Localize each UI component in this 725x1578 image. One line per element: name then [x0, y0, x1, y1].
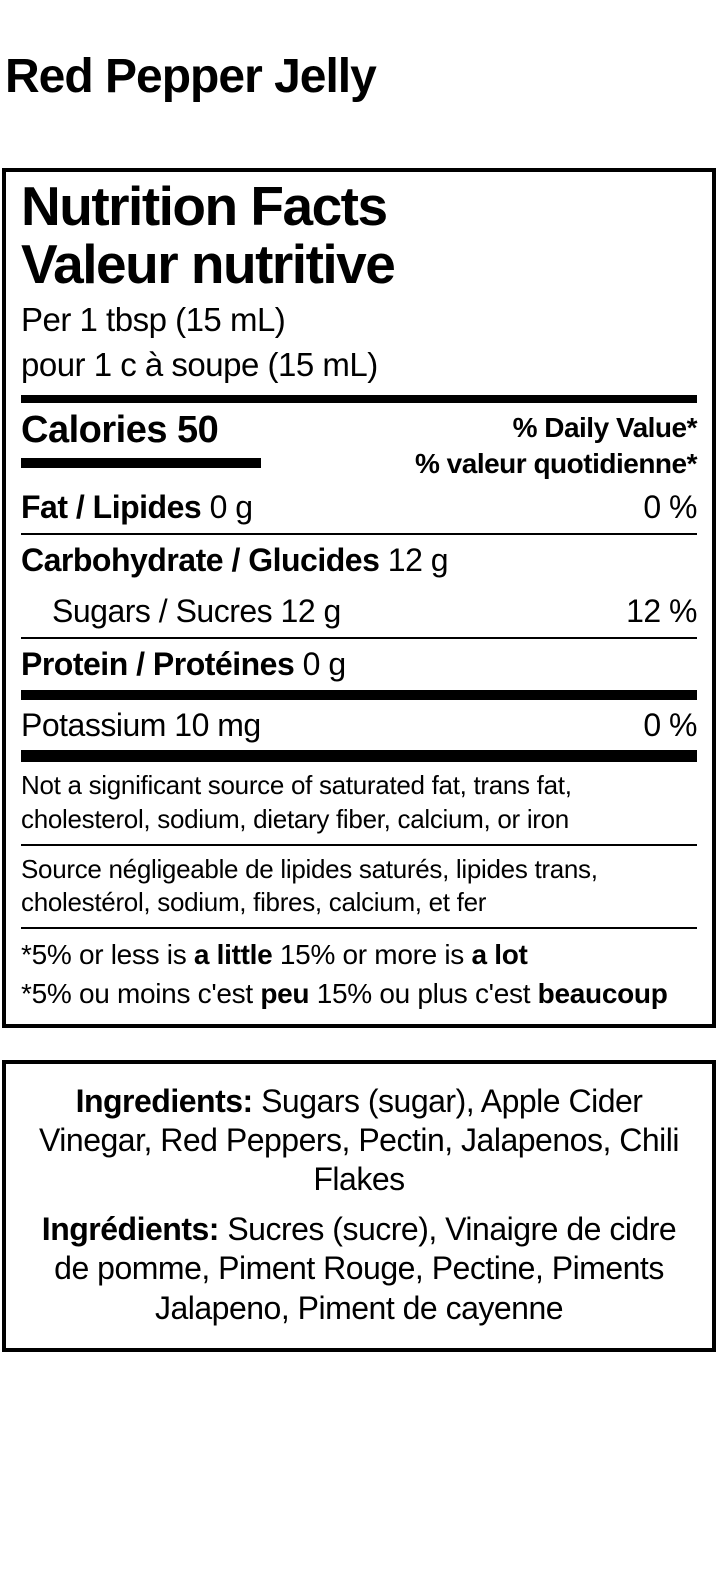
nutrient-label-sugars: Sugars / Sucres 12 g: [52, 593, 341, 630]
ingredients-label-fr: Ingrédients:: [41, 1210, 219, 1247]
nutrition-facts-title-en: Nutrition Facts: [21, 175, 387, 238]
serving-size-fr: pour 1 c à soupe (15 mL): [21, 345, 378, 383]
ingredients-en: [24, 1082, 694, 1200]
nutrient-label-protein: Protein / Protéines 0 g: [21, 645, 346, 682]
product-title: Red Pepper Jelly: [5, 50, 376, 103]
footnote-en: *5% or less is a little 15% or more is a lot: [21, 939, 528, 971]
not-significant-source-en: Not a significant source of saturated fat, trans fat, cholesterol, sodium, dietary fiber, calcium, or iron: [21, 770, 572, 834]
daily-value-header-fr: % valeur quotidienne*: [415, 448, 697, 480]
daily-value-header: [415, 410, 697, 483]
ingredients-text-en: Sugars (sugar), Apple Cider Vinegar, Red Peppers, Pectin, Jalapenos, Chili Flakes: [39, 1082, 679, 1198]
daily-value-footnotes: [21, 929, 697, 1015]
ingredients-fr: [24, 1210, 694, 1328]
calories-value-wrap: [21, 410, 261, 469]
nutrient-pct-sugars: 12 %: [626, 593, 697, 630]
nutrient-label-carbohydrate: Carbohydrate / Glucides 12 g: [21, 542, 449, 579]
serving-size-en: Per 1 tbsp (15 mL): [21, 300, 286, 338]
nutrient-row-carbohydrate: [21, 535, 697, 586]
calories-value: Calories 50: [21, 408, 219, 451]
nutrition-facts-panel: [2, 168, 716, 1027]
divider-thick-potassium: [21, 750, 697, 762]
nutrition-facts-title-fr: Valeur nutritive: [21, 233, 395, 296]
nutrient-label-fat: Fat / Lipides 0 g: [21, 489, 253, 526]
nutrient-row-potassium: [21, 700, 697, 751]
daily-value-header-en: % Daily Value*: [512, 411, 697, 443]
nutrient-row-fat: [21, 482, 697, 533]
nutrient-row-protein: [21, 639, 697, 690]
calories-section: [21, 403, 697, 483]
ingredients-text-fr: Sucres (sucre), Vinaigre de cidre de pomme, Piment Rouge, Pectine, Piments Jalapeno, Piment de cayenne: [54, 1210, 677, 1326]
nutrient-label-potassium: Potassium 10 mg: [21, 706, 261, 743]
divider-thick-protein: [21, 690, 697, 700]
nutrient-row-sugars: [21, 586, 697, 637]
nutrient-pct-potassium: 0 %: [643, 706, 697, 743]
ingredients-panel: [2, 1060, 716, 1352]
divider-thick-header: [21, 395, 697, 403]
nutrient-pct-fat: 0 %: [643, 489, 697, 526]
not-significant-source-fr: Source négligeable de lipides saturés, lipides trans, cholestérol, sodium, fibres, calcium, et fer: [21, 853, 598, 918]
footnote-fr: *5% ou moins c'est peu 15% ou plus c'est beaucoup: [21, 978, 668, 1010]
calories-underline-bar: [21, 458, 261, 468]
ingredients-label-en: Ingredients:: [75, 1082, 253, 1119]
